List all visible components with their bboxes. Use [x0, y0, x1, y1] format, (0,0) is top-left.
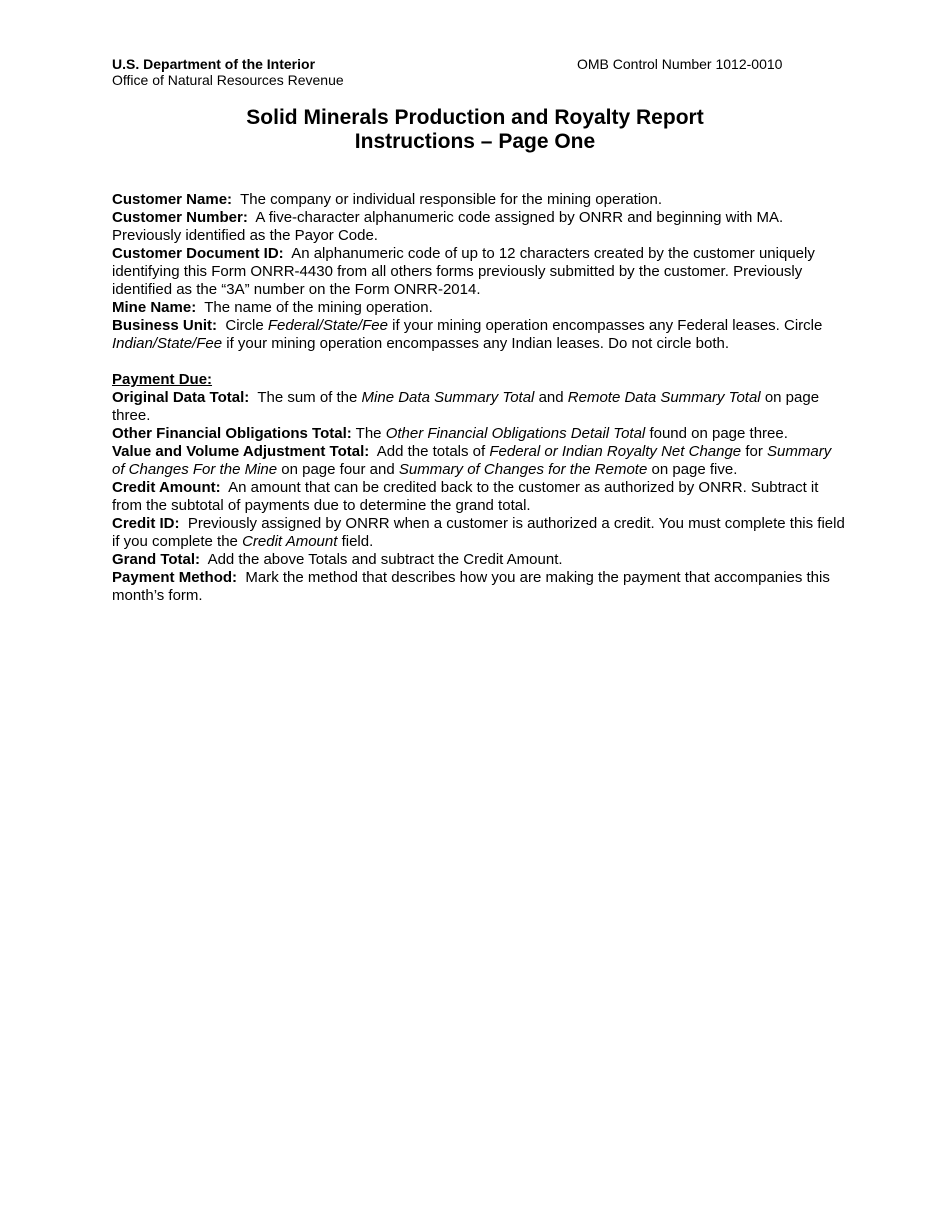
entry-text: Add the above Totals and subtract the Credit Amount. [207, 551, 563, 568]
entry-text: The company or individual responsible for the mining operation. [240, 191, 663, 208]
entry-other-financial-obligations-total [112, 425, 847, 443]
entry-text: The name of the mining operation. [204, 299, 433, 316]
entry-term: Grand Total: [112, 551, 201, 568]
entry-customer-number [112, 209, 847, 245]
entry-term: Other Financial Obligations Total: [112, 425, 352, 442]
entry-italic-term: Other Financial Obligations Detail Total [385, 425, 646, 442]
entry-term: Customer Document ID: [112, 245, 284, 262]
office-name: Office of Natural Resources Revenue [112, 72, 344, 88]
entry-term: Mine Name: [112, 299, 197, 316]
agency-header [112, 56, 344, 88]
entry-text: An alphanumeric code of up to 12 characters created by the customer uniquely identifying this Form ONRR-4430 from all others forms previously submitted by the customer. Previously identified as the “3A” number on the Form ONRR-2014. [112, 245, 815, 298]
entry-text: if your mining operation encompasses any Federal leases. Circle [392, 317, 823, 334]
omb-control-number: OMB Control Number 1012-0010 [577, 56, 783, 72]
entry-term: Credit ID: [112, 515, 180, 532]
entry-text: field. [341, 533, 374, 550]
department-name: U.S. Department of the Interior [112, 56, 316, 72]
entry-payment-method [112, 569, 847, 605]
entry-text: if your mining operation encompasses any Indian leases. Do not circle both. [226, 335, 730, 352]
entry-text: on page four and [281, 461, 395, 478]
payment-due-heading: Payment Due: [112, 371, 213, 388]
entry-grand-total [112, 551, 847, 569]
entry-text: found on page three. [649, 425, 788, 442]
title-line-1: Solid Minerals Production and Royalty Report [246, 106, 704, 129]
instructions-body [112, 191, 847, 605]
entry-term: Customer Number: [112, 209, 248, 226]
entry-text: The sum of the [257, 389, 358, 406]
entry-text: for [745, 443, 763, 460]
entry-text: Mark the method that describes how you are making the payment that accompanies this month’s form. [112, 569, 830, 604]
entry-credit-amount [112, 479, 847, 515]
entry-mine-name [112, 299, 847, 317]
entry-italic-term: Federal/State/Fee [267, 317, 388, 334]
entry-italic-term: Summary of Changes For the Mine [112, 443, 832, 478]
entry-text: An amount that can be credited back to the customer as authorized by ONRR. Subtract it from the subtotal of payments due to determine the grand total. [112, 479, 819, 514]
entry-value-volume-adjustment-total [112, 443, 847, 479]
entry-term: Business Unit: [112, 317, 218, 334]
entry-term: Credit Amount: [112, 479, 221, 496]
entry-text: on page five. [651, 461, 738, 478]
entry-italic-term: Federal or Indian Royalty Net Change [489, 443, 742, 460]
page-title [0, 106, 950, 154]
entry-text: and [538, 389, 564, 406]
entry-term: Value and Volume Adjustment Total: [112, 443, 370, 460]
entry-italic-term: Summary of Changes for the Remote [398, 461, 648, 478]
entry-italic-term: Indian/State/Fee [112, 335, 223, 352]
entry-text: A five-character alphanumeric code assigned by ONRR and beginning with MA. Previously identified as the Payor Code. [112, 209, 784, 244]
entry-term: Original Data Total: [112, 389, 250, 406]
entry-term: Customer Name: [112, 191, 233, 208]
title-line-2: Instructions – Page One [354, 130, 596, 153]
entry-italic-term: Credit Amount [242, 533, 338, 550]
entry-business-unit [112, 317, 847, 353]
entry-original-data-total [112, 389, 847, 425]
entry-italic-term: Remote Data Summary Total [567, 389, 761, 406]
entry-customer-name [112, 191, 847, 209]
entry-italic-term: Mine Data Summary Total [361, 389, 535, 406]
entry-term: Payment Method: [112, 569, 238, 586]
entry-text: Previously assigned by ONRR when a customer is authorized a credit. You must complete this field if you complete the [112, 515, 845, 550]
entry-text: Add the totals of [376, 443, 486, 460]
section-spacer [112, 353, 847, 371]
entry-text: The [355, 425, 382, 442]
entry-text: on page three. [112, 389, 820, 424]
entry-customer-document-id [112, 245, 847, 299]
entry-text: Circle [225, 317, 264, 334]
entry-credit-id [112, 515, 847, 551]
